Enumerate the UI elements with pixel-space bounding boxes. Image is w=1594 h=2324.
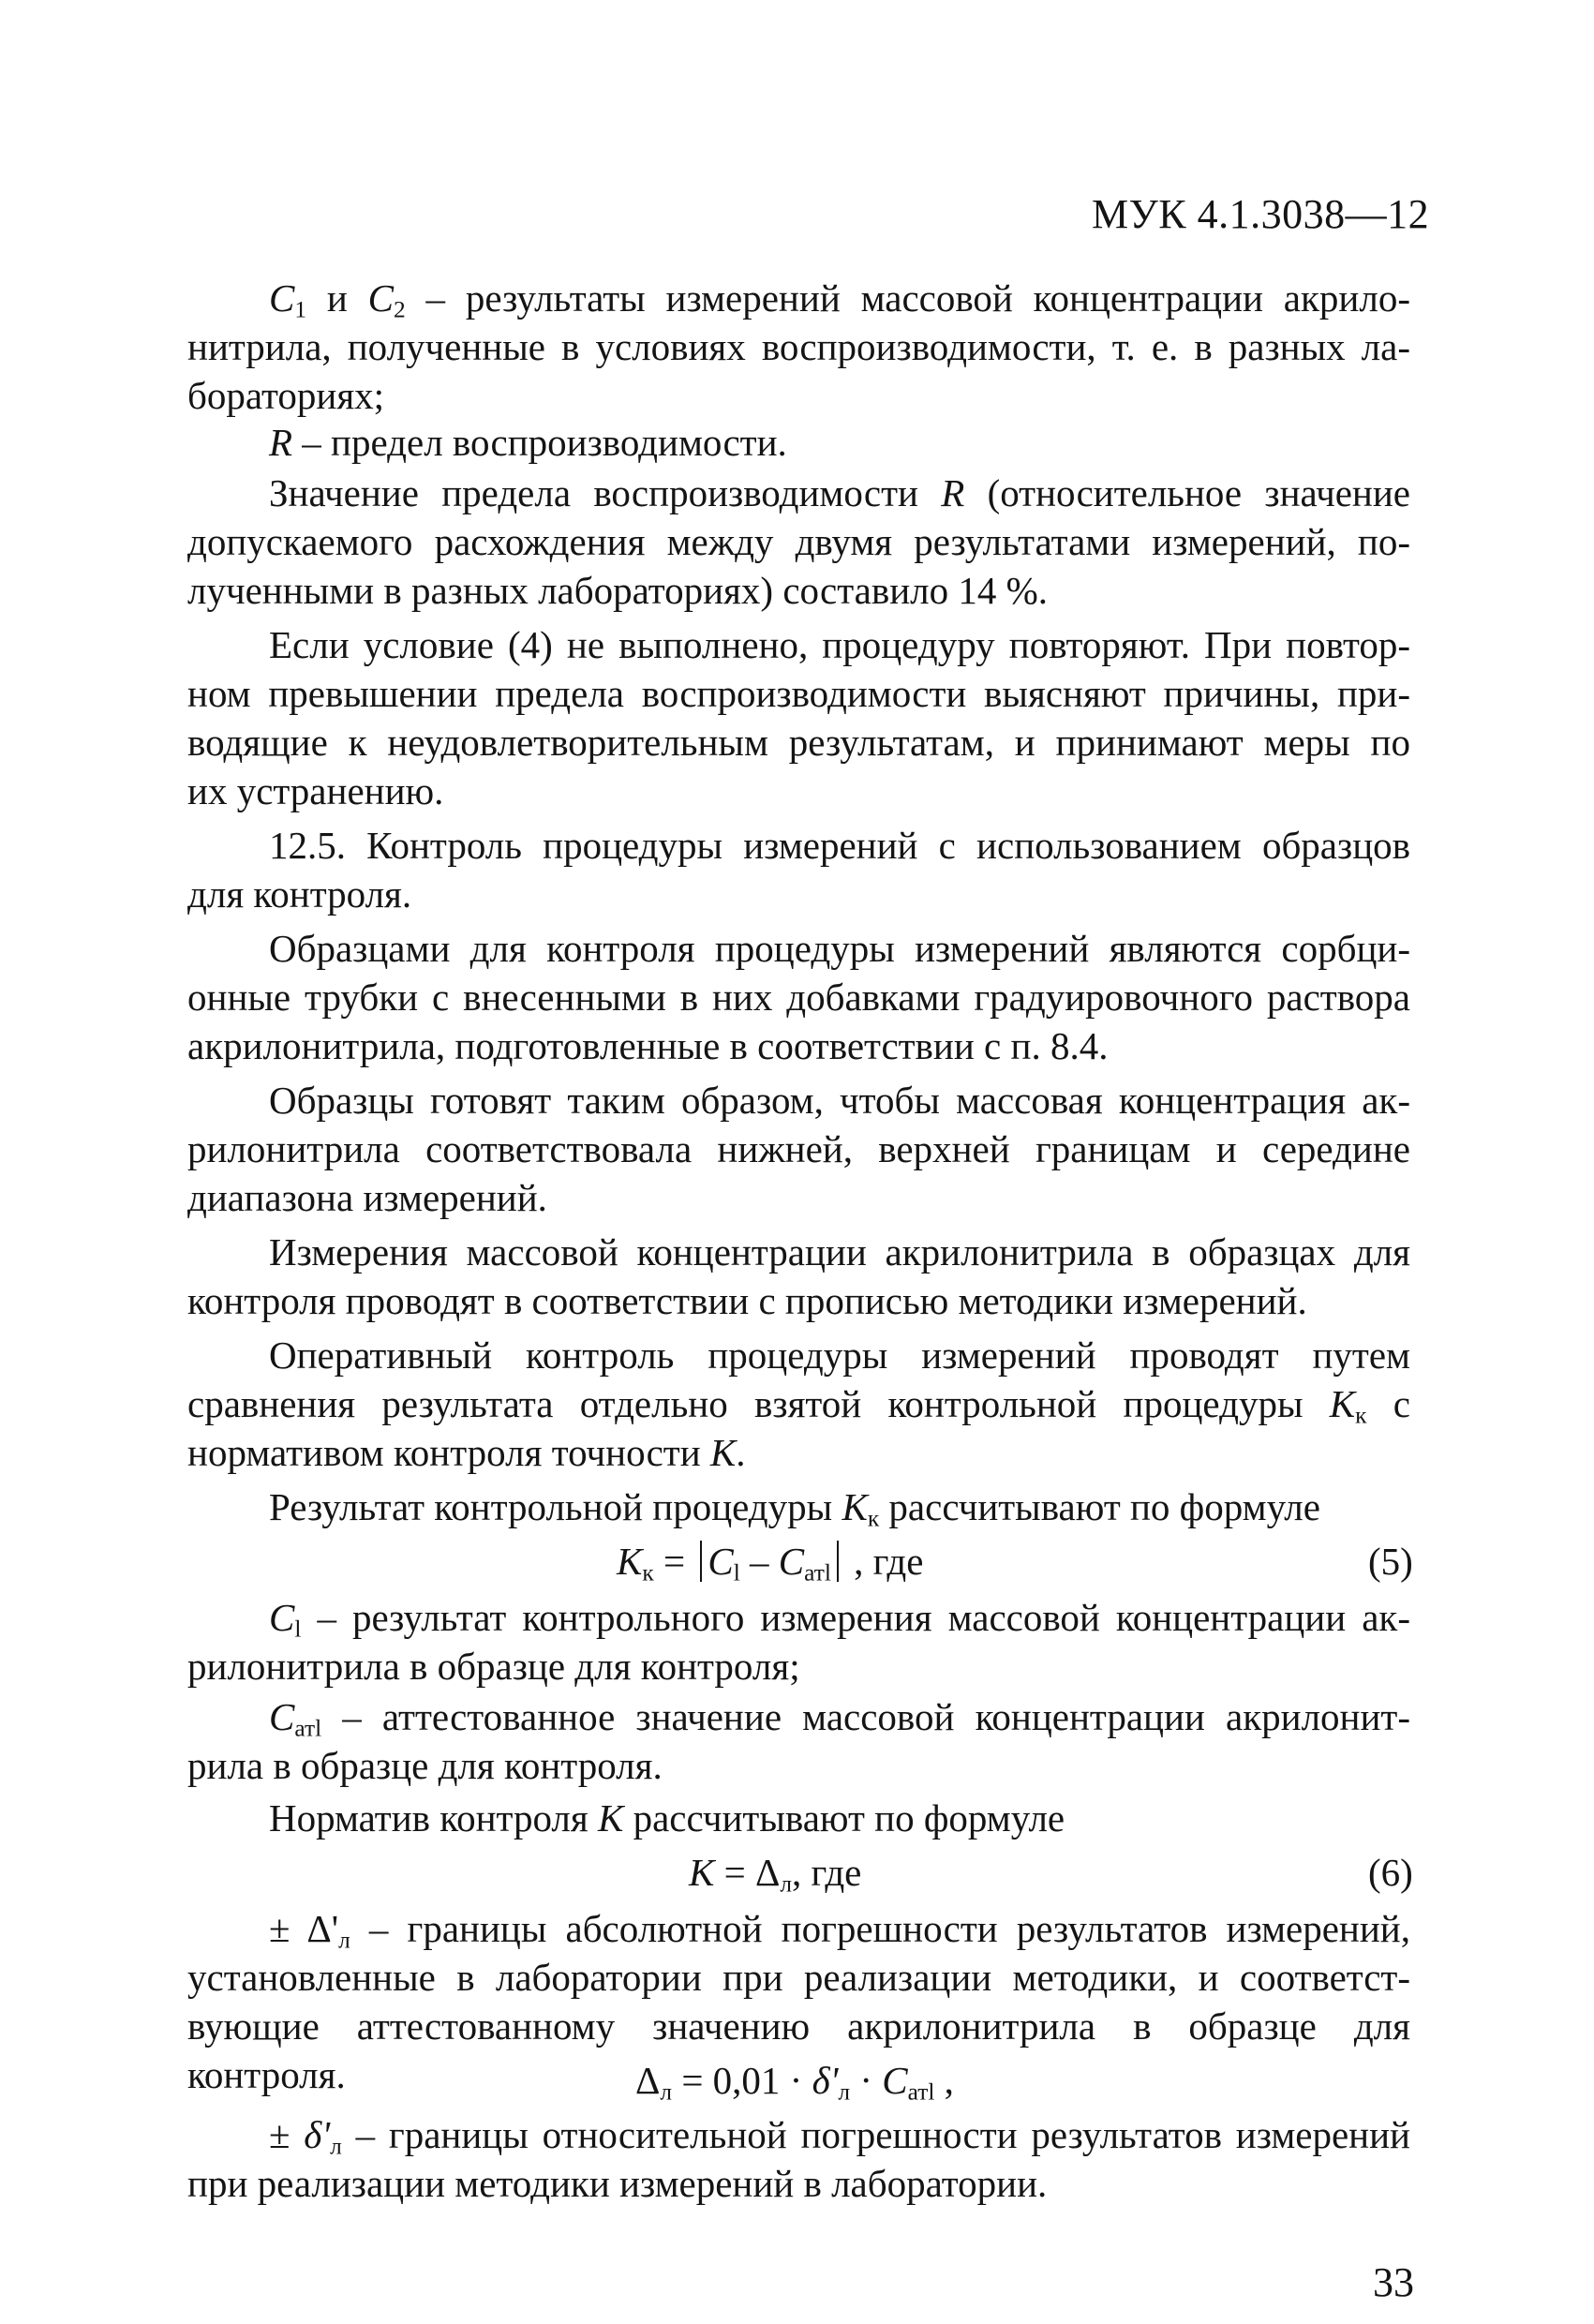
formula-delta-l: $\Delta_л = 0,01 \cdot \delta'_л \cdot C_{атl}$ , xyxy=(635,2059,954,2106)
paragraph-absolute-error-end: вующие аттестованному значению акрилонитрила в образце для контроля. xyxy=(187,2004,1410,2096)
page-number: 33 xyxy=(1373,2259,1414,2305)
paragraph-condition-not-met-end: их устранению. xyxy=(187,769,444,812)
section-12-5-heading-end: для контроля. xyxy=(187,872,412,916)
paragraph-absolute-error: ± $\Delta'_л$ – границы абсолютной погрешности результатов измерений, установленные в лаборатории при реализации методики, и соответст- xyxy=(187,1907,1410,1999)
paragraph-sample-preparation: Образцы готовят таким образом, чтобы массовая концентрация ак- рилонитрила соответствовала нижней, верхней границам и середине xyxy=(187,1079,1410,1170)
paragraph-reproducibility-value: Значение предела воспроизводимости R (относительное значение допускаемого расхождения между двумя результатами измерений, по- xyxy=(187,471,1410,563)
paragraph-operative-control: Оперативный контроль процедуры измерений проводят путем сравнения результата отдельно взятой контрольной процедуры $K_к$ с xyxy=(187,1333,1410,1429)
paragraph-control-samples: Образцами для контроля процедуры измерений являются сорбци- онные трубки с внесенными в них добавками градуировочного раствора xyxy=(187,927,1410,1019)
paragraph-cl-definition-end: рилонитрила в образце для контроля; xyxy=(187,1645,800,1688)
paragraph-relative-error: ± $\delta'_л$ – границы относительной погрешности результатов измерений xyxy=(269,2113,1410,2160)
paragraph-cl-definition: $C_l$ – результат контрольного измерения массовой концентрации ак- xyxy=(269,1596,1410,1643)
paragraph-relative-error-end: при реализации методики измерений в лаборатории. xyxy=(187,2162,1048,2205)
formula-6-number: (6) xyxy=(1368,1851,1413,1894)
abs-bar-right xyxy=(837,1541,839,1582)
paragraph-kk-formula-intro: Результат контрольной процедуры $K_к$ рассчитывают по формуле xyxy=(269,1485,1320,1532)
paragraph-c1-c2-definition-end: бораториях; xyxy=(187,374,385,417)
section-12-5-heading: 12.5. Контроль процедуры измерений с использованием образцов xyxy=(269,824,1410,867)
paragraph-r-definition: R – предел воспроизводимости. xyxy=(269,421,787,464)
document-code: МУК 4.1.3038—12 xyxy=(1092,191,1430,237)
paragraph-control-samples-end: акрилонитрила, подготовленные в соответствии с п. 8.4. xyxy=(187,1024,1109,1067)
paragraph-operative-control-end: нормативом контроля точности K. xyxy=(187,1431,746,1474)
paragraph-catl-definition: $C_{атl}$ – аттестованное значение массовой концентрации акрилонит- xyxy=(269,1695,1410,1742)
paragraph-c1-c2-definition: $C_1$ и $C_2$ – результаты измерений массовой концентрации акрило- нитрила, полученные в условиях воспроизводимости, т. е. в разных ла- xyxy=(187,276,1410,368)
paragraph-measurements-end: контроля проводят в соответствии с прописью методики измерений. xyxy=(187,1279,1307,1322)
abs-bar-left xyxy=(700,1541,702,1582)
paragraph-k-formula-intro: Норматив контроля K рассчитывают по формуле xyxy=(269,1796,1065,1840)
paragraph-measurements: Измерения массовой концентрации акрилонитрила в образцах для xyxy=(269,1230,1410,1274)
paragraph-reproducibility-value-end: лученными в разных лабораториях) составило 14 %. xyxy=(187,569,1049,612)
paragraph-condition-not-met: Если условие (4) не выполнено, процедуру повторяют. При повтор- ном превышении предела воспроизводимости выясняют причины, при- водящие к неудовлетворительным результатам, и принимают меры по xyxy=(187,623,1410,764)
formula-5-number: (5) xyxy=(1368,1540,1413,1583)
formula-6: $K = \Delta_л$, где xyxy=(689,1851,862,1898)
formula-5: $K_к = C_l - C_{атl}$ , где xyxy=(617,1540,924,1587)
paragraph-sample-preparation-end: диапазона измерений. xyxy=(187,1176,547,1219)
paragraph-catl-definition-end: рила в образце для контроля. xyxy=(187,1744,663,1787)
